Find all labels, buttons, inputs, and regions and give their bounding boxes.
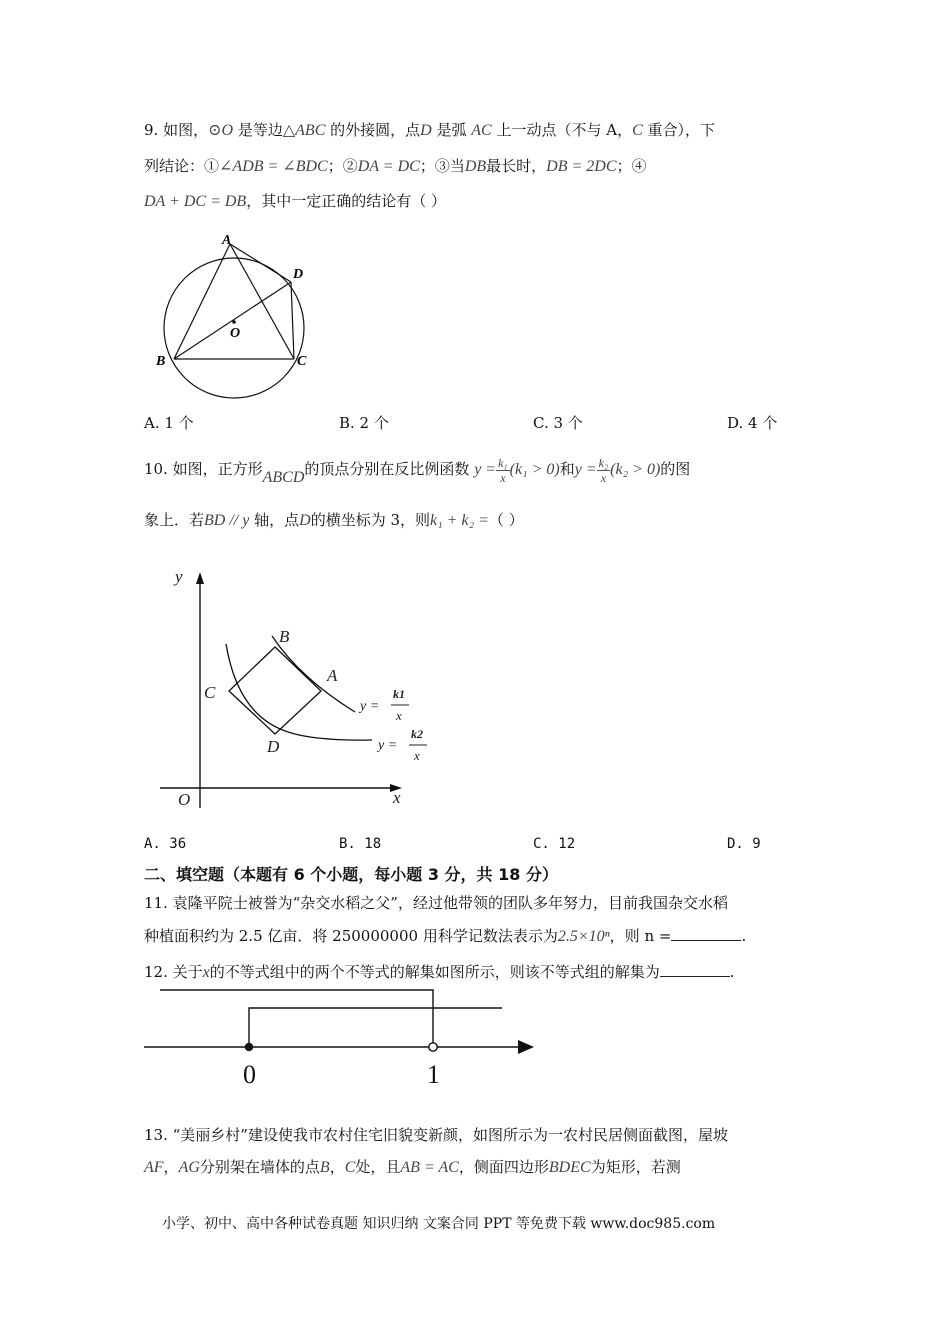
text: ，侧面四边形 xyxy=(458,1158,549,1176)
section-heading: 二、填空题（本题有 6 个小题，每小题 3 分，共 18 分） xyxy=(144,865,558,884)
math: D xyxy=(420,122,432,139)
q10-option-d[interactable]: D. 9 xyxy=(727,836,761,852)
math: 2.5×10ⁿ xyxy=(557,928,610,945)
text: ；③当 xyxy=(419,157,465,175)
text: 的横坐标为 3，则 xyxy=(310,511,430,529)
denominator: x xyxy=(600,470,607,485)
text: 为矩形，若测 xyxy=(590,1158,681,1176)
text: 列结论：① xyxy=(144,157,220,175)
math: BD // y xyxy=(204,512,250,529)
q11-line1: 11. 袁隆平院士被誉为“杂交水稻之父”，经过他带领的团队多年努力，目前我国杂交水稻 xyxy=(144,894,728,912)
curve-k1 xyxy=(272,636,355,712)
axis-x-label: x xyxy=(393,788,401,807)
text: ；④ xyxy=(616,157,647,175)
math: BDEC xyxy=(548,1159,591,1176)
math: C xyxy=(632,122,643,139)
formula1-y: y = xyxy=(360,699,380,714)
answer-blank[interactable] xyxy=(671,926,741,941)
math: DA + DC = DB xyxy=(144,193,247,210)
text: （ ） xyxy=(488,511,524,529)
text: 重合），下 xyxy=(642,121,716,139)
text: 上一动点（不与 A， xyxy=(491,121,633,139)
label-c: C xyxy=(297,354,307,369)
text: ， xyxy=(329,1158,345,1176)
q9-option-d[interactable]: D. 4 个 xyxy=(727,414,778,432)
text: 分别架在墙体的点 xyxy=(199,1158,320,1176)
q9-line3 xyxy=(144,191,446,212)
math: DA = DC xyxy=(357,158,420,175)
tick-0: 0 xyxy=(243,1060,256,1089)
math: DB = 2DC xyxy=(546,158,617,175)
text: . xyxy=(729,963,735,981)
text: 种植面积约为 2.5 亿亩．将 250000000 用科学记数法表示为 xyxy=(144,927,558,945)
text: 的顶点分别在反比例函数 xyxy=(304,460,470,478)
numerator: k₁ xyxy=(498,455,508,470)
label-c: C xyxy=(204,683,216,702)
text: 和 xyxy=(559,460,575,478)
q10-option-c[interactable]: C. 12 xyxy=(533,836,576,852)
q13-line1: 13. “美丽乡村”建设使我市农村住宅旧貌变新颜，如图所示为一农村民居侧面截图，屋坡 xyxy=(144,1126,728,1144)
q9-line2 xyxy=(144,156,647,177)
label-o: O xyxy=(230,326,241,341)
formula2-y: y = xyxy=(378,738,398,753)
math: DB xyxy=(464,158,487,175)
q9-option-c[interactable]: C. 3 个 xyxy=(533,414,583,432)
text: ，则 n = xyxy=(609,927,672,945)
q10-line1 xyxy=(144,453,690,486)
formula1-den: x xyxy=(396,708,402,723)
label-b: B xyxy=(279,627,290,646)
math: B xyxy=(319,1159,330,1176)
text: ， xyxy=(163,1158,179,1176)
text: 最长时， xyxy=(486,157,547,175)
math: AB = AC xyxy=(400,1159,459,1176)
q9-circle-figure xyxy=(150,228,325,403)
q9-option-b[interactable]: B. 2 个 xyxy=(339,414,389,432)
text: 12. 关于 xyxy=(144,963,203,981)
math: k₁ + k₂ = xyxy=(430,512,489,529)
math: y = xyxy=(574,461,597,478)
q12-line xyxy=(144,962,735,983)
answer-blank[interactable] xyxy=(660,962,730,977)
fraction-k1 xyxy=(496,456,510,485)
tick-1: 1 xyxy=(427,1060,440,1089)
q13-line2 xyxy=(144,1157,681,1178)
fraction-k2 xyxy=(597,456,611,485)
math: ⊙O xyxy=(208,122,234,139)
label-a: A xyxy=(222,233,232,248)
numerator: k₂ xyxy=(598,455,609,470)
text: . xyxy=(741,927,747,945)
math: y = xyxy=(474,461,497,478)
math: C xyxy=(344,1159,356,1176)
formula1-num: k1 xyxy=(393,687,405,701)
text: ；② xyxy=(327,157,358,175)
q12-number-line xyxy=(140,985,540,1090)
axis-y-label: y xyxy=(175,567,183,586)
math: ABCD xyxy=(262,469,305,486)
math: (k₂ > 0) xyxy=(610,461,661,478)
label-b: B xyxy=(156,354,166,369)
text: 9. 如图， xyxy=(144,121,209,139)
text: ，其中一定正确的结论有（ ） xyxy=(246,192,446,210)
formula2-den: x xyxy=(414,748,420,763)
curve-k2 xyxy=(226,644,372,740)
text: 的不等式组中的两个不等式的解集如图所示，则该不等式组的解集为 xyxy=(209,963,660,981)
origin-label: O xyxy=(178,790,191,809)
text: 处，且 xyxy=(355,1158,401,1176)
q10-option-b[interactable]: B. 18 xyxy=(339,836,382,852)
label-d: D xyxy=(293,267,304,282)
text: 是等边 xyxy=(233,121,283,139)
q10-graph-figure xyxy=(150,560,440,815)
denominator: x xyxy=(500,470,506,485)
square-abcd xyxy=(229,647,321,734)
math: △ABC xyxy=(282,122,326,139)
label-d: D xyxy=(267,737,280,756)
q11-line2 xyxy=(144,926,746,947)
text: 象上．若 xyxy=(144,511,205,529)
math: AF xyxy=(144,1159,164,1176)
page-footer: 小学、初中、高中各种试卷真题 知识归纳 文案合同 PPT 等免费下载 www.doc985.com xyxy=(162,1216,716,1232)
q9-line1 xyxy=(144,120,715,141)
math: AG xyxy=(178,1159,200,1176)
label-a: A xyxy=(327,666,338,685)
math: AC xyxy=(471,122,492,139)
text: 是弧 xyxy=(431,121,472,139)
text: 的外接圆，点 xyxy=(325,121,421,139)
formula2-num: k2 xyxy=(411,727,423,741)
text: 的图 xyxy=(660,460,691,478)
q9-option-a[interactable]: A. 1 个 xyxy=(144,414,194,432)
math: D xyxy=(299,512,311,529)
q10-line2 xyxy=(144,510,524,531)
math: x xyxy=(202,964,210,981)
text: 轴，点 xyxy=(249,511,300,529)
math: ∠ADB = ∠BDC xyxy=(219,158,328,175)
text: 10. 如图，正方形 xyxy=(144,460,263,478)
math: (k₁ > 0) xyxy=(509,461,560,478)
q10-option-a[interactable]: A. 36 xyxy=(144,836,187,852)
